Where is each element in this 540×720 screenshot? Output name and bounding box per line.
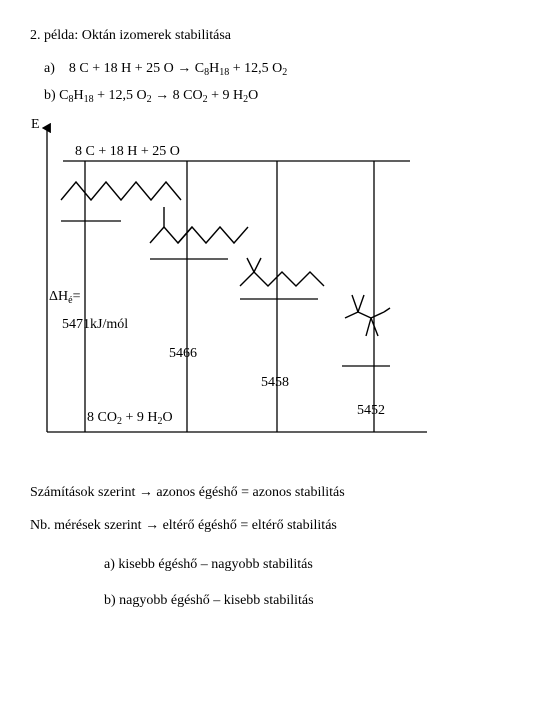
arrow-icon: → — [177, 61, 192, 76]
dimethylhexane-structure — [240, 258, 324, 286]
bottom-level-label: 8 $CO_2 + 9$ $H_2O$ — [87, 410, 173, 427]
energy-axis-label: E — [31, 117, 40, 132]
arrow-icon: → — [138, 485, 153, 500]
reaction-b-reactant: $C_8H_{18} + 12,5$ $O_2$ — [59, 88, 152, 105]
reaction-a-reactants: 8 C + 18 H + 25 O — [68, 61, 174, 76]
enthalpy-value: 5471kJ/mól — [62, 317, 129, 332]
tetramethylbutane-structure — [345, 295, 390, 336]
value-methylheptane: 5466 — [169, 346, 197, 361]
n-octane-structure — [61, 182, 181, 200]
arrow-icon: → — [145, 518, 160, 533]
note-item-a: a) kisebb égéshő – nagyobb stabilitás — [104, 557, 313, 572]
methylheptane-structure — [150, 207, 248, 243]
top-level-label: 8 C + 18 H + 25 O — [75, 144, 180, 159]
measurement-note: Nb. mérések szerint → eltérő égéshő = eltérő stabilitás — [30, 518, 337, 533]
enthalpy-label: $\Delta H_é=$ — [49, 289, 81, 306]
page-heading: 2. példa: Oktán izomerek stabilitása — [30, 28, 231, 43]
note-item-b: b) nagyobb égéshő – kisebb stabilitás — [104, 593, 314, 608]
reaction-b-marker: b) — [44, 88, 56, 103]
value-tetramethylbutane: 5452 — [357, 403, 385, 418]
arrow-icon: → — [155, 88, 170, 103]
reaction-a-marker: a) — [44, 61, 55, 76]
reaction-a-product: $C_8H_{18} + 12,5$ $O_2$ — [194, 61, 288, 78]
calculation-note: Számítások szerint → azonos égéshő = azonos stabilitás — [30, 485, 345, 500]
reaction-b-products: 8 $CO_2 + 9$ $H_2O$ — [172, 88, 259, 105]
value-dimethylhexane: 5458 — [261, 375, 289, 390]
